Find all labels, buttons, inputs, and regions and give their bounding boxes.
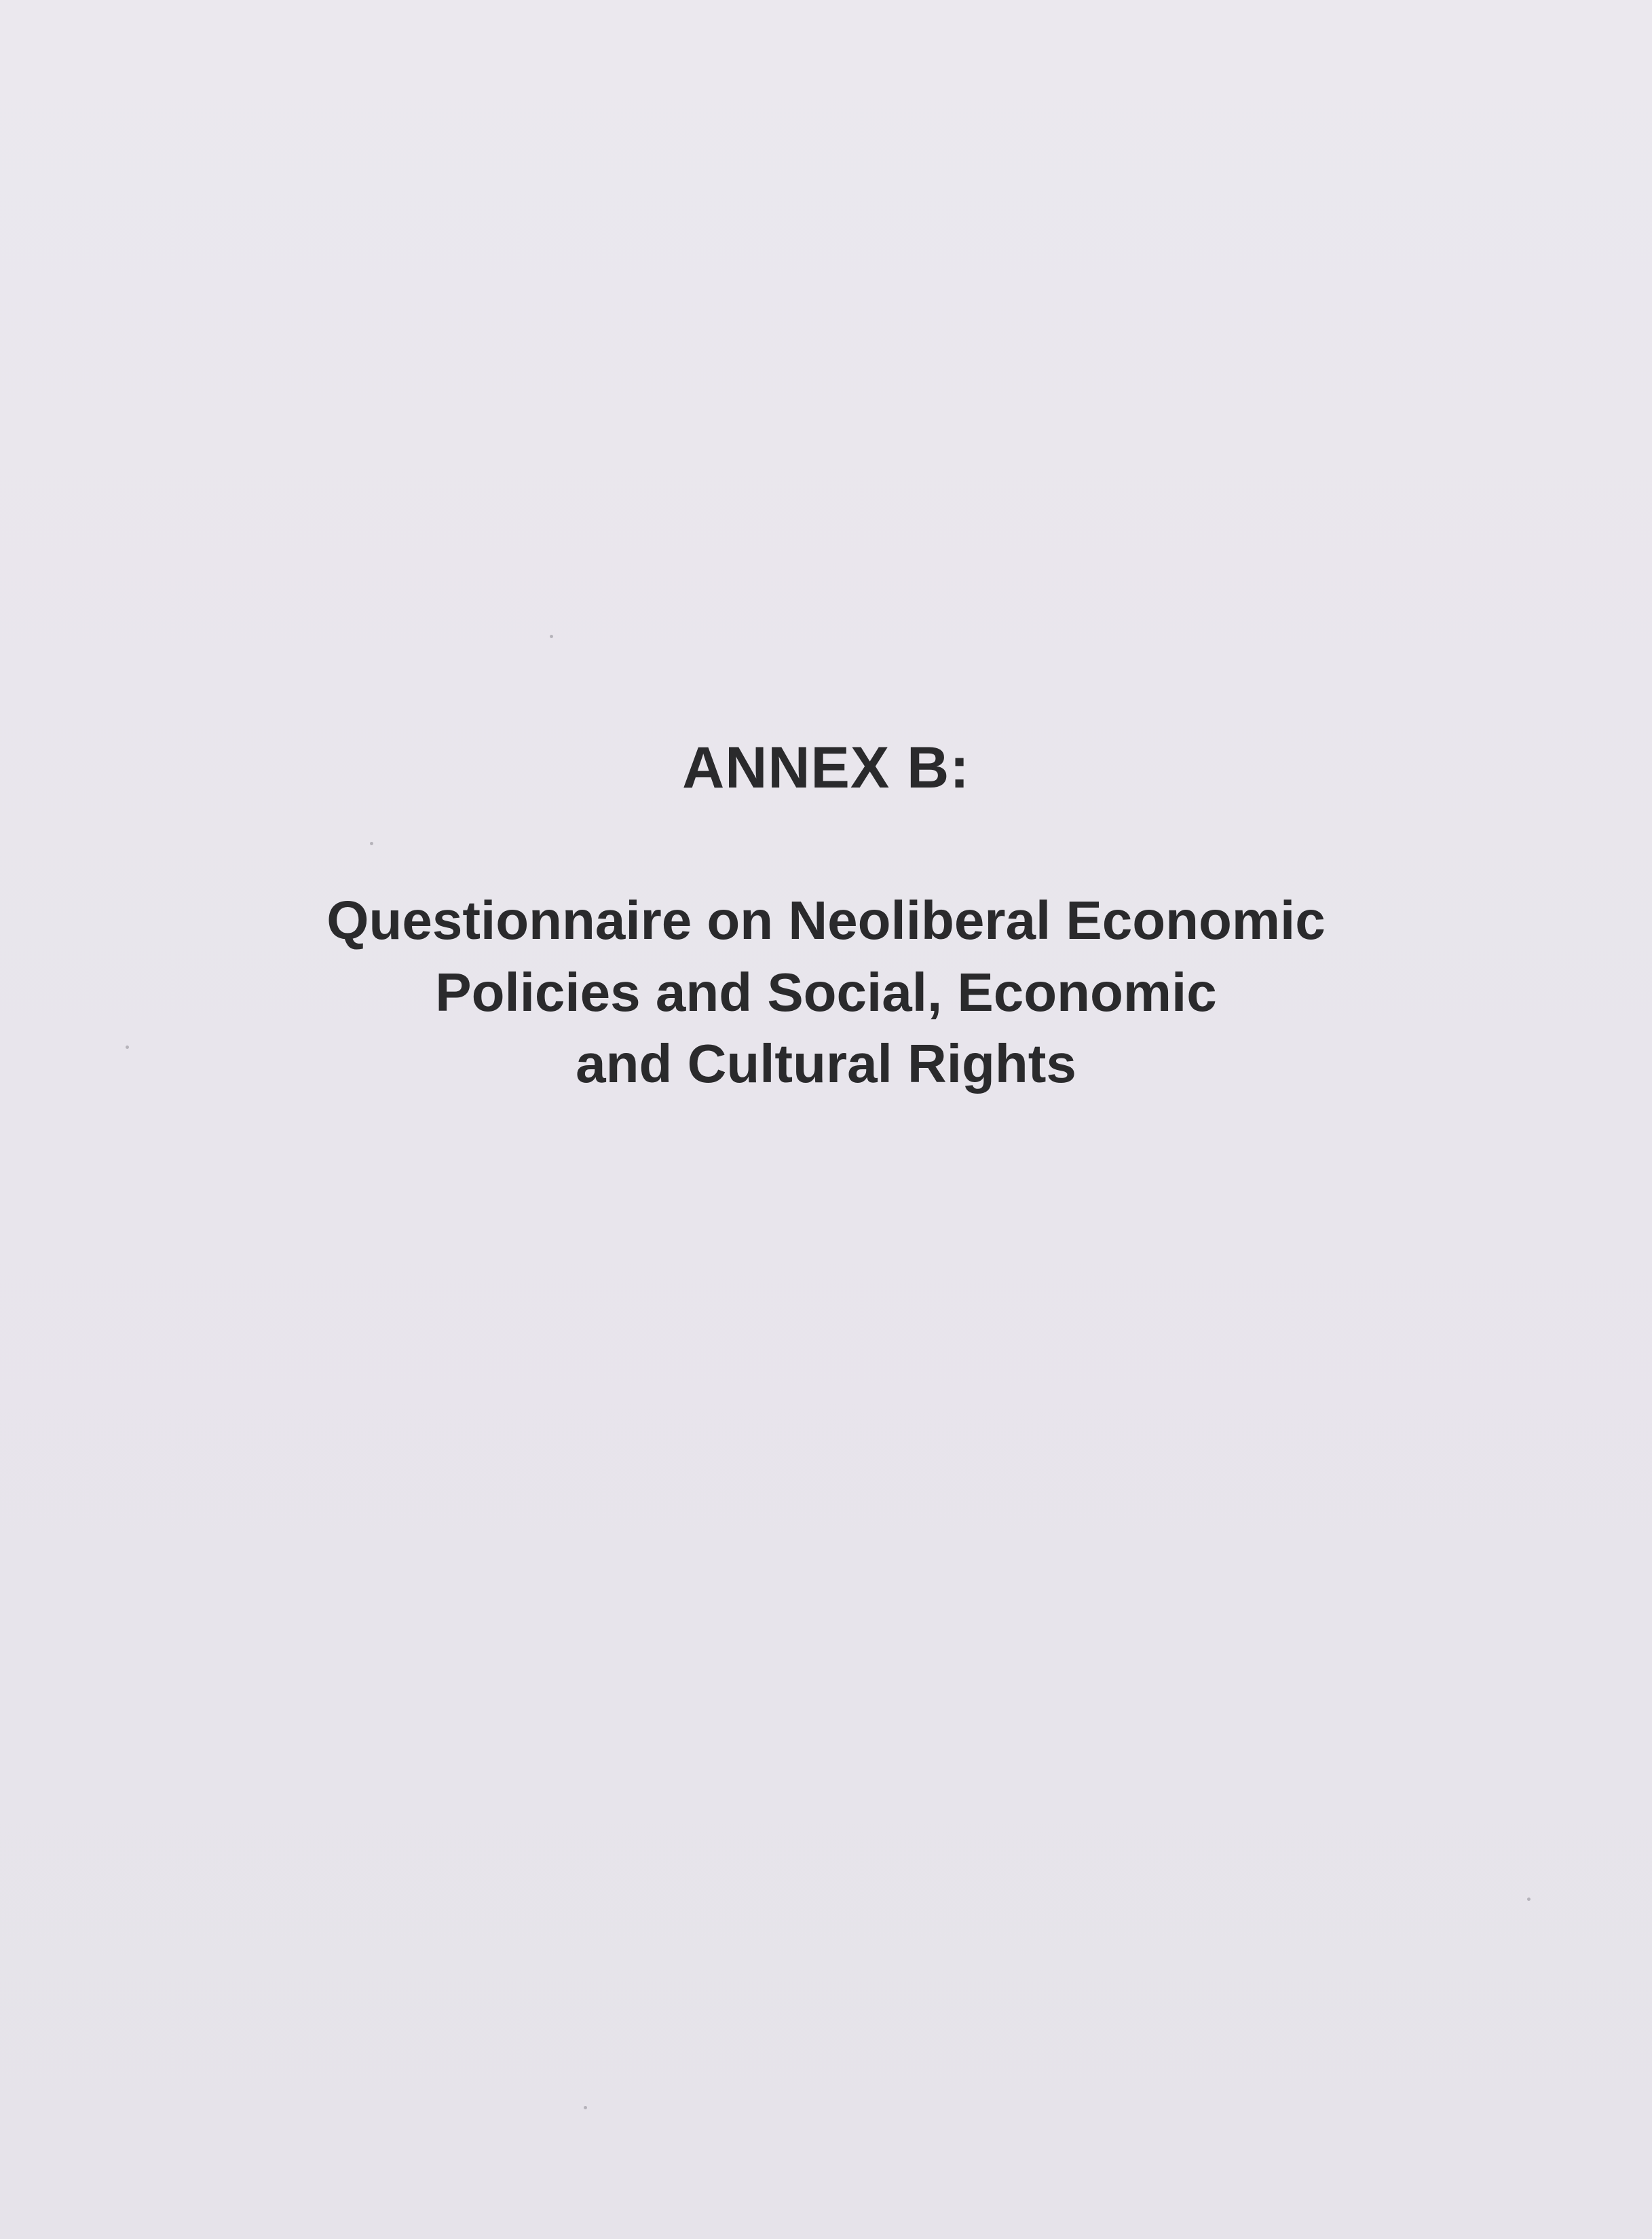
annex-title-line-3: and Cultural Rights	[576, 1033, 1076, 1094]
paper-speck	[584, 2106, 587, 2109]
paper-speck	[1527, 1898, 1531, 1901]
paper-speck	[370, 842, 373, 845]
annex-title-line-2: Policies and Social, Economic	[435, 961, 1217, 1022]
paper-speck	[550, 635, 553, 638]
paper-speck	[126, 1046, 129, 1049]
annex-title	[0, 885, 1652, 1100]
annex-heading: ANNEX B:	[682, 735, 970, 800]
annex-title-block	[0, 733, 1652, 1100]
annex-title-line-1: Questionnaire on Neoliberal Economic	[326, 890, 1326, 951]
